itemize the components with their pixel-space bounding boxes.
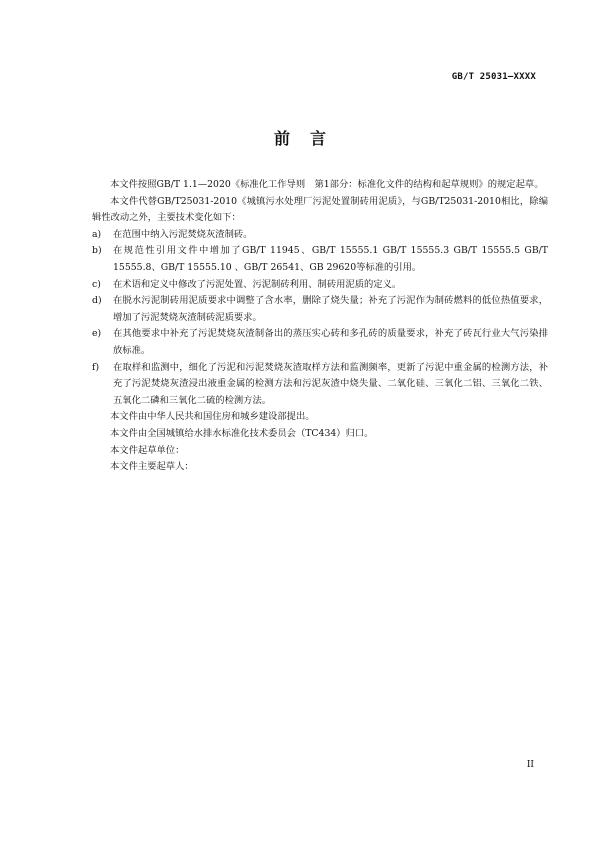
list-item-label: e) [92,328,102,340]
list-item-label: b) [92,245,102,257]
paragraph: 本文件代替GB/T25031-2010《城镇污水处理厂污泥处置制砖用泥质》，与GB/T25031-2010相比，除编辑性改动之外，主要技术变化如下： [92,195,548,224]
list-item-label: a) [92,228,102,240]
list-item [92,326,548,359]
list-item-text: 在规范性引用文件中增加了GB/T 11945、GB/T 15555.1 GB/T 15555.3 GB/T 15555.5 GB/T 15555.8、GB/T 15555.10 、GB/T 26541、GB 29620等标准的引用。 [113,245,548,273]
paragraph: 本文件由中华人民共和国住房和城乡建设部提出。 [110,411,315,423]
list-item-label: d) [92,295,102,307]
list-item-text: 在其他要求中补充了污泥焚烧灰渣制备出的蒸压实心砖和多孔砖的质量要求，补充了砖瓦行业大气污染排放标准。 [113,328,548,356]
paragraph: 本文件起草单位： [110,444,185,456]
standard-code: GB/T 25031—XXXX [451,72,536,82]
list-item [92,243,548,276]
list-item-text: 在取样和监测中，细化了污泥和污泥焚烧灰渣取样方法和监测频率，更新了污泥中重金属的检测方法，补充了污泥焚烧灰渣浸出液重金属的检测方法和污泥灰渣中烧失量、二氧化硅、三氧化二铝、三氧化二铁、五氧化二磷和三氧化二硫的检测方法。 [113,361,548,406]
paragraph: 本文件主要起草人： [110,461,194,473]
page-number: II [526,760,534,770]
list-item [92,227,548,244]
list-item-text: 在范围中纳入污泥焚烧灰渣制砖。 [113,228,253,240]
page-title: 前言 [273,129,346,148]
list-item [92,277,548,294]
list-item-label: f) [92,361,100,373]
list-item [92,293,548,326]
list-item-label: c) [92,278,101,290]
list-item-text: 在脱水污泥制砖用泥质要求中调整了含水率，删除了烧失量；补充了污泥作为制砖燃料的低位热值要求，增加了污泥焚烧灰渣制砖泥质要求。 [113,295,548,323]
foreword-body [92,177,548,476]
paragraph: 本文件由全国城镇给水排水标准化技术委员会（TC434）归口。 [110,427,374,439]
list-item [92,360,548,410]
list-item-text: 在术语和定义中修改了污泥处置、污泥制砖利用、制砖用泥质的定义。 [113,278,402,290]
paragraph: 本文件按照GB/T 1.1—2020《标准化工作导则 第1部分：标准化文件的结构和起草规则》的规定起草。 [110,179,544,190]
